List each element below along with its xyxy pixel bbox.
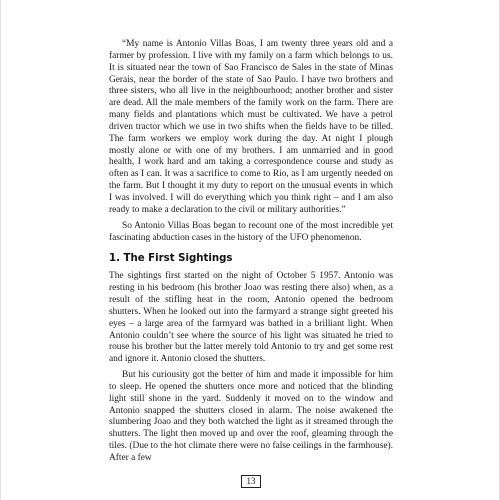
section-heading: 1. The First Sightings [109, 253, 233, 265]
paragraph-light-movement: But his curiousity got the better of him and made it impossible for him to sleep. He opened the shutters once more and noticed that the blinding light still shone in the yard. Suddenly it moved on to the window and Antonio snapped the shutters closed in alarm. The noise awakened the slumbering Joao and they both watched the light as it streamed through the shutters. The light then moved up and over the roof, gleaming through the tiles. (Due to the hot climate there were no false ceilings in the farmhouse). After a few [109, 370, 393, 463]
body-text [109, 39, 393, 465]
paragraph-introduction: So Antonio Villas Boas began to recount one of the most incredible yet fascinating abduction cases in the history of the UFO phenomenon. [109, 220, 393, 243]
paragraph-testimony: “My name is Antonio Villas Boas, I am twenty three years old and a farmer by profession. I live with my family on a farm which belongs to us. It is situated near the town of Sao Francisco de Sales in the state of Minas Gerais, near the border of the state of Sao Paulo. I have two brothers and three sisters, who all live in the neighbourhood; another brother and sister are dead. All the male members of the family work on the farm. There are many fields and plantations which must be cultivated. We have a petrol driven tractor which we use in two shifts when the fields have to be tilled. The farm workers we employ work during the day. At night I plough mostly alone or with one of my brothers. I am unmarried and in good health, I work hard and am taking a correspondence course and study as often as I can. It was a sacrifice to come to Rio, as I am urgently needed on the farm. But I thought it my duty to report on the unusual events in which I was involved. I will do everything which you think right – and I am also ready to make a declaration to the civil or military authorities.” [109, 39, 393, 215]
paragraph-first-sighting: The sightings first started on the night of October 5 1957. Antonio was resting in his bedroom (his brother Joao was resting there also) when, as a result of the stifling heat in the room, Antonio opened the bedroom shutters. When he looked out into the farmyard a strange sight greeted his eyes – a large area of the farmyard was bathed in a brilliant light. When Antonio couldn’t see where the source of his light was situated he tried to rouse his brother but the latter merely told Antonio to try and get some rest and ignore it. Antonio closed the shutters. [109, 271, 393, 365]
page-number: 13 [241, 475, 261, 488]
